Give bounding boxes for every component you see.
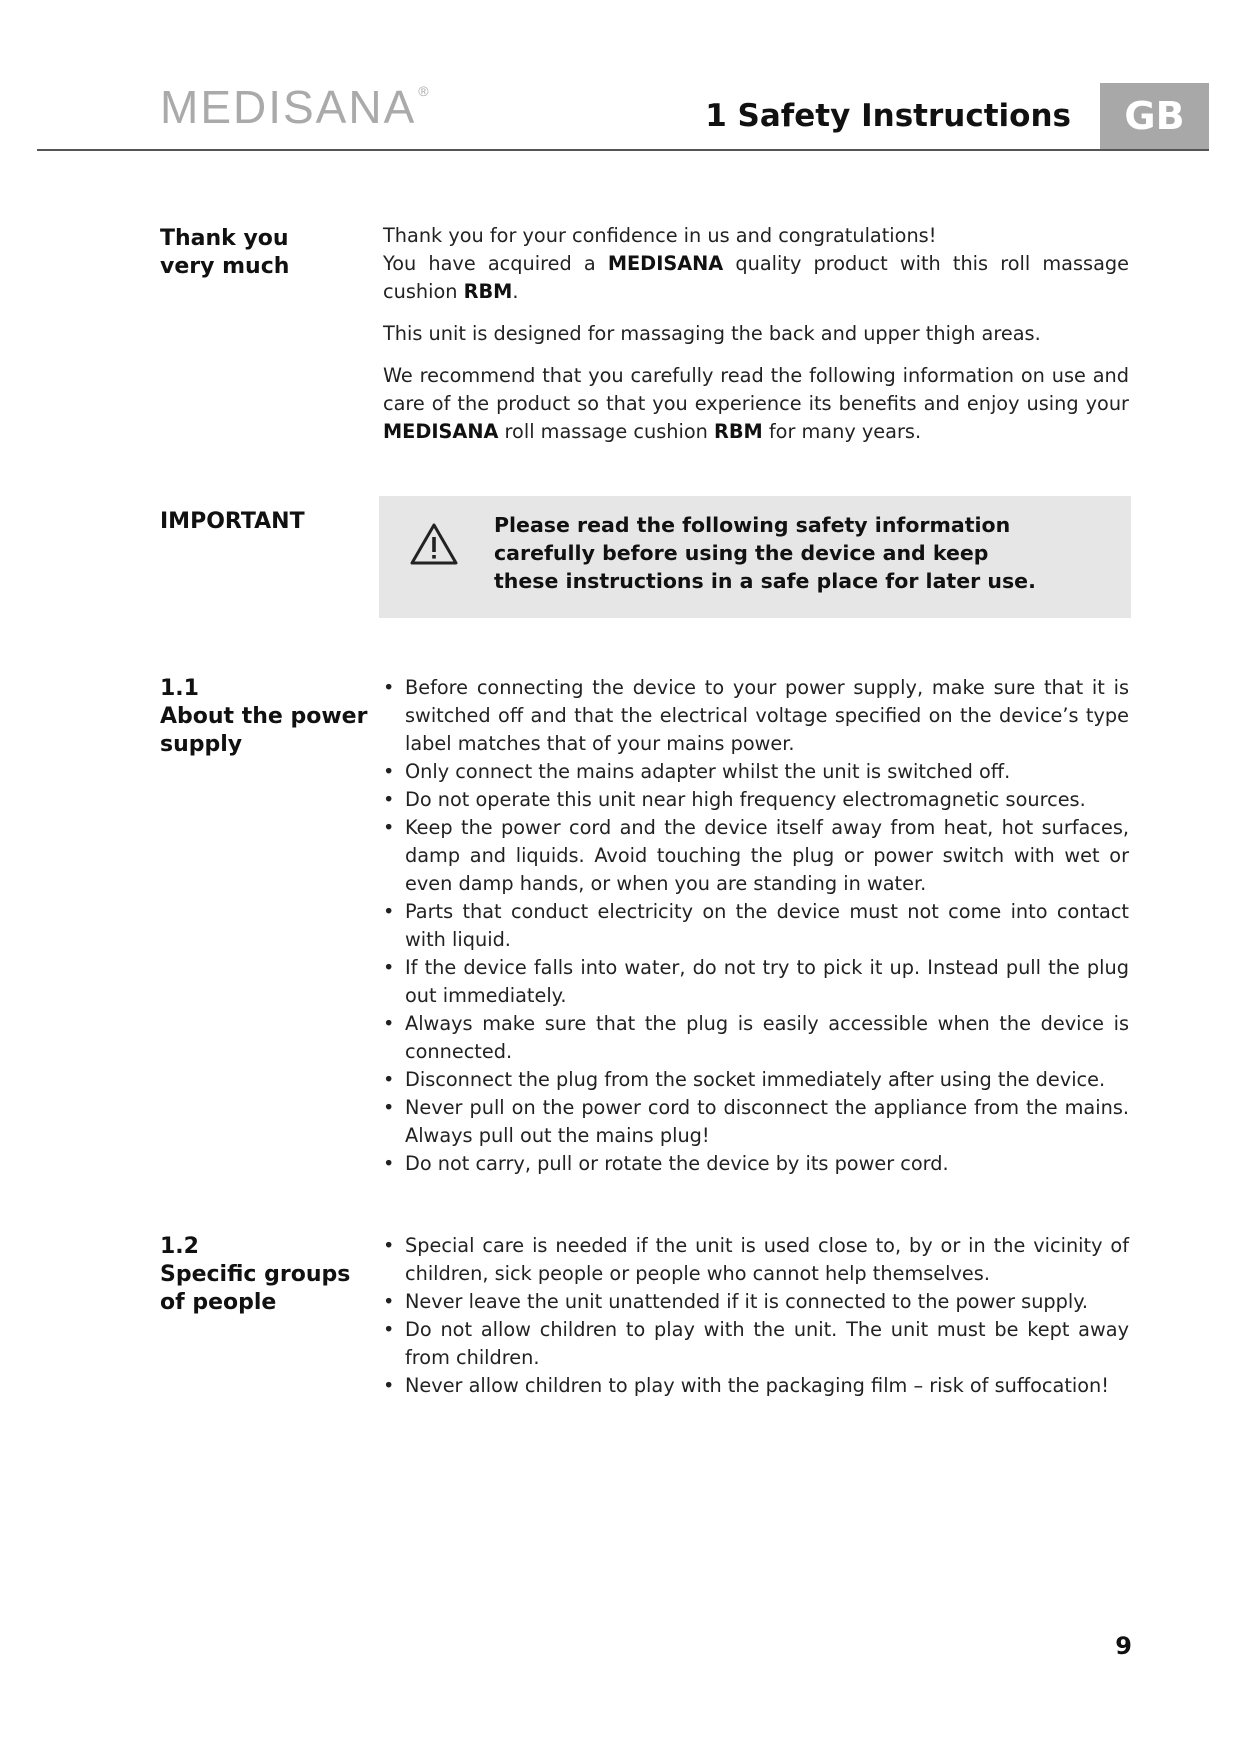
list-item: • If the device falls into water, do not try to pick it up. Instead pull the plug out immediately. bbox=[383, 954, 1129, 1010]
list-item: • Do not allow children to play with the unit. The unit must be kept away from children. bbox=[383, 1316, 1129, 1372]
list-item: • Never pull on the power cord to disconnect the appliance from the mains. Always pull out the mains plug! bbox=[383, 1094, 1129, 1150]
model-name: RBM bbox=[714, 420, 763, 443]
page-number: 9 bbox=[1115, 1632, 1132, 1660]
brand-logo bbox=[160, 81, 431, 133]
section-title-line1: About the power bbox=[160, 704, 368, 729]
section-1-1-heading bbox=[160, 675, 370, 759]
list-item: • Do not operate this unit near high frequency electromagnetic sources. bbox=[383, 786, 1129, 814]
list-item: • Only connect the mains adapter whilst the unit is switched off. bbox=[383, 758, 1129, 786]
intro-text: . bbox=[512, 280, 519, 303]
header-divider bbox=[37, 149, 1209, 151]
list-item: • Parts that conduct electricity on the device must not come into contact with liquid. bbox=[383, 898, 1129, 954]
registered-mark: ® bbox=[418, 83, 431, 99]
power-supply-list bbox=[383, 674, 1129, 1178]
intro-paragraph-3 bbox=[383, 362, 1129, 446]
intro-label bbox=[160, 225, 370, 281]
page-title: 1 Safety Instructions bbox=[705, 98, 1071, 134]
intro-paragraph-1 bbox=[383, 222, 1129, 306]
warning-triangle-icon bbox=[409, 522, 459, 566]
important-label: IMPORTANT bbox=[160, 509, 305, 534]
intro-text: for many years. bbox=[762, 420, 922, 443]
list-item: • Disconnect the plug from the socket immediately after using the device. bbox=[383, 1066, 1129, 1094]
list-item: • Do not carry, pull or rotate the device by its power cord. bbox=[383, 1150, 1129, 1178]
intro-label-line2: very much bbox=[160, 254, 290, 279]
intro-body bbox=[383, 222, 1129, 460]
list-item: • Before connecting the device to your power supply, make sure that it is switched off and that the electrical voltage specified on the device’s type label matches that of your mains power. bbox=[383, 674, 1129, 758]
section-number: 1.1 bbox=[160, 676, 199, 701]
section-title-line2: of people bbox=[160, 1290, 277, 1315]
brand-logo-text: MEDISANA bbox=[160, 81, 417, 133]
list-item: • Keep the power cord and the device itself away from heat, hot surfaces, damp and liquids. Avoid touching the plug or power switch with wet or even damp hands, or when you are standing in water. bbox=[383, 814, 1129, 898]
section-1-2-body bbox=[383, 1232, 1129, 1400]
section-1-1-body bbox=[383, 674, 1129, 1178]
intro-text: You have acquired a bbox=[383, 252, 608, 275]
language-tab: GB bbox=[1100, 83, 1209, 149]
list-item: • Special care is needed if the unit is used close to, by or in the vicinity of children, sick people or people who cannot help themselves. bbox=[383, 1232, 1129, 1288]
list-item: • Never allow children to play with the packaging film – risk of suffocation! bbox=[383, 1372, 1129, 1400]
section-title-line2: supply bbox=[160, 732, 243, 757]
intro-text: roll massage cushion bbox=[498, 420, 715, 443]
intro-text: quality product with this roll massage cushion bbox=[383, 252, 1129, 303]
brand-name: MEDISANA bbox=[607, 252, 724, 275]
list-item: • Always make sure that the plug is easily accessible when the device is connected. bbox=[383, 1010, 1129, 1066]
important-text: Please read the following safety information carefully before using the device and keep these instructions in a safe place for later use. bbox=[494, 513, 1036, 593]
section-1-2-heading bbox=[160, 1233, 370, 1317]
intro-greeting: Thank you for your confidence in us and congratulations! bbox=[383, 224, 937, 247]
model-name: RBM bbox=[463, 280, 513, 303]
intro-text: We recommend that you carefully read the following information on use and care of the product so that you experience its benefits and enjoy using your bbox=[383, 364, 1129, 415]
brand-name: MEDISANA bbox=[383, 420, 499, 443]
intro-label-line1: Thank you bbox=[160, 226, 289, 251]
specific-groups-list bbox=[383, 1232, 1129, 1400]
section-title-line1: Specific groups bbox=[160, 1262, 351, 1287]
list-item: • Never leave the unit unattended if it is connected to the power supply. bbox=[383, 1288, 1129, 1316]
important-notice bbox=[379, 496, 1131, 618]
section-number: 1.2 bbox=[160, 1234, 199, 1259]
intro-paragraph-2: This unit is designed for massaging the back and upper thigh areas. bbox=[383, 322, 1041, 345]
